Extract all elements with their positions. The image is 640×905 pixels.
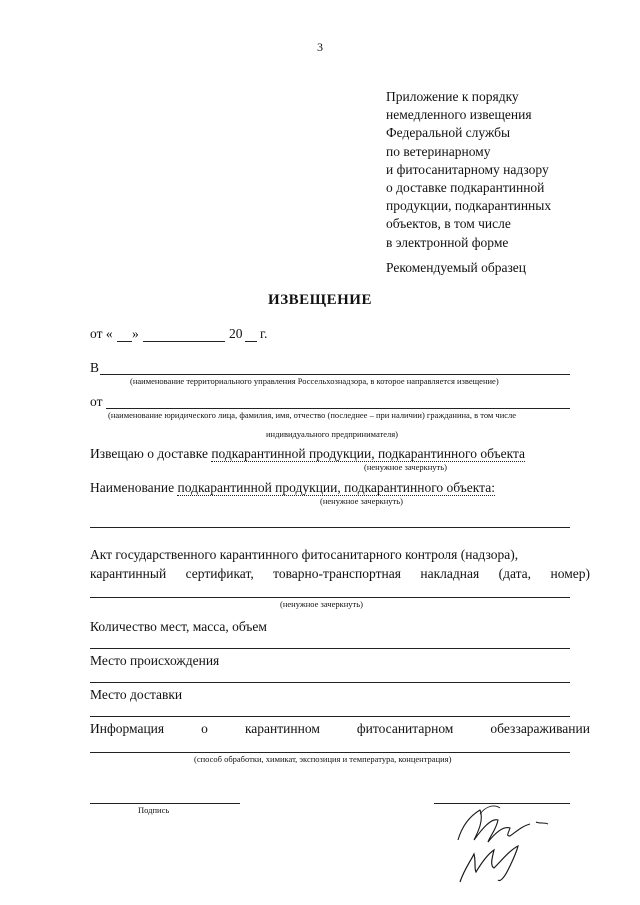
act-word: товарно-транспортная (273, 566, 401, 581)
appendix-line: немедленного извещения (386, 107, 532, 123)
act-caption: (ненужное зачеркнуть) (280, 599, 363, 609)
disinfection-word: Информация (90, 721, 165, 736)
from-field-caption-line1: (наименование юридического лица, фамилия, имя, отчество (последнее – при наличии) гражданина, в том числе (108, 410, 517, 420)
act-word: накладная (420, 566, 480, 581)
name-value-field[interactable] (90, 527, 570, 528)
act-word: сертификат, (185, 566, 254, 581)
from-field-caption-line2: индивидуального предпринимателя) (266, 429, 398, 439)
from-sender-field[interactable] (106, 408, 570, 409)
notify-caption: (ненужное зачеркнуть) (364, 462, 447, 472)
appendix-header (386, 88, 626, 252)
act-value-field[interactable] (90, 597, 570, 598)
date-year-suffix: г. (260, 326, 268, 341)
disinfection-line (90, 721, 590, 737)
origin-label: Место происхождения (90, 653, 220, 668)
notify-prefix: Извещаю о доставке (90, 446, 208, 461)
appendix-line: и фитосанитарному надзору (386, 161, 549, 177)
disinfection-caption: (способ обработки, химикат, экспозиция и температура, концентрация) (194, 754, 452, 764)
disinfection-word: о (201, 721, 208, 736)
name-caption: (ненужное зачеркнуть) (320, 496, 403, 506)
quantity-label: Количество мест, масса, объем (90, 619, 267, 634)
notify-text (90, 446, 525, 462)
act-line-1: Акт государственного карантинного фитосанитарного контроля (надзора), (90, 547, 519, 562)
appendix-line: о доставке подкарантинной (386, 180, 545, 196)
from-label: от (90, 394, 103, 409)
disinfection-field[interactable] (90, 752, 570, 753)
appendix-line: по ветеринарному (386, 143, 491, 159)
act-word: номер) (550, 566, 590, 581)
origin-field[interactable] (90, 682, 570, 683)
appendix-line: в электронной форме (386, 234, 509, 250)
to-field-caption: (наименование территориального управления Россельхознадзора, в которое направляется извещение) (130, 376, 499, 386)
date-month-field[interactable] (143, 341, 225, 342)
date-day-close: » (132, 326, 139, 341)
signature-field[interactable] (90, 803, 240, 804)
disinfection-word: фитосанитарном (356, 721, 454, 736)
destination-label: Место доставки (90, 687, 183, 702)
date-year-prefix: 20 (229, 326, 243, 341)
act-line-2 (90, 566, 590, 582)
name-options[interactable]: подкарантинной продукции, подкарантинного объекта: (177, 480, 495, 495)
date-year-field[interactable] (245, 341, 257, 342)
date-day-field[interactable] (117, 341, 132, 342)
handwritten-signature-icon (440, 796, 570, 884)
disinfection-word: обеззараживании (490, 721, 590, 736)
page-number: 3 (317, 40, 323, 54)
notify-options[interactable]: подкарантинной продукции, подкарантинного объекта (211, 446, 526, 461)
destination-field[interactable] (90, 716, 570, 717)
date-prefix: от « (90, 326, 113, 341)
disinfection-word: карантинном (244, 721, 320, 736)
appendix-line: объектов, в том числе (386, 216, 511, 232)
document-title: ИЗВЕЩЕНИЕ (268, 292, 372, 308)
name-text (90, 480, 495, 496)
act-word: карантинный (90, 566, 167, 581)
act-word: (дата, (498, 566, 532, 581)
appendix-line: Приложение к порядку (386, 89, 519, 104)
appendix-line: Федеральной службы (386, 125, 511, 141)
quantity-field[interactable] (90, 648, 570, 649)
appendix-line: продукции, подкарантинных (386, 198, 552, 214)
to-recipient-field[interactable] (100, 374, 570, 375)
recommended-sample-label: Рекомендуемый образец (386, 260, 527, 275)
to-label: В (90, 360, 100, 375)
name-prefix: Наименование (90, 480, 175, 495)
signature-caption: Подпись (138, 805, 170, 815)
